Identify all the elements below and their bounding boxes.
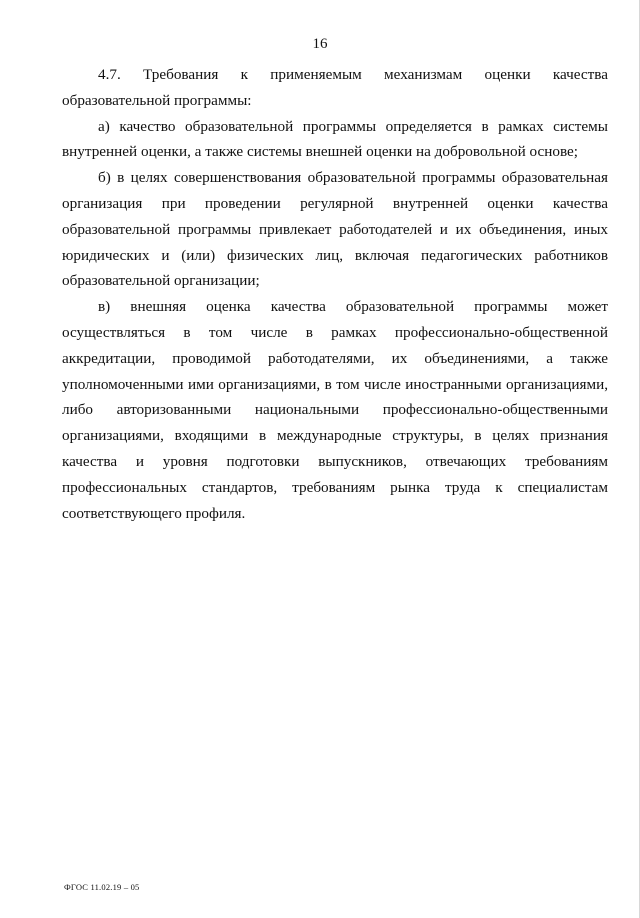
paragraph-item-b: б) в целях совершенствования образовательной программы образовательная организация при проведении регулярной внутренней оценки качества образовательной программы привлекает работодателей и их объединения, иных юридических и (или) физических лиц, включая педагогических работников образовательной организации; <box>62 169 608 290</box>
paragraph-item-a: а) качество образовательной программы определяется в рамках системы внутренней оценки, а также системы внешней оценки на добровольной основе; <box>62 117 608 161</box>
page-number: 16 <box>312 36 328 52</box>
paragraph-4-7-heading: 4.7. Требования к применяемым механизмам оценки качества образовательной программы: <box>62 66 608 109</box>
footer-document-code: ФГОС 11.02.19 – 05 <box>64 882 140 892</box>
paragraph-item-v: в) внешняя оценка качества образовательной программы может осуществляться в том числе в рамках профессионально-общественной аккредитации, проводимой работодателями, их объединениями, а также уполномоченными ими организациями, в том числе иностранными организациями, либо авторизованными национальными профессионально-общественными организациями, входящими в международные структуры, в целях признания качества и уровня подготовки выпускников, отвечающих требованиям профессиональных стандартов, требованиям рынка труда к специалистам соответствующего профиля. <box>62 298 608 522</box>
document-body <box>62 62 608 526</box>
